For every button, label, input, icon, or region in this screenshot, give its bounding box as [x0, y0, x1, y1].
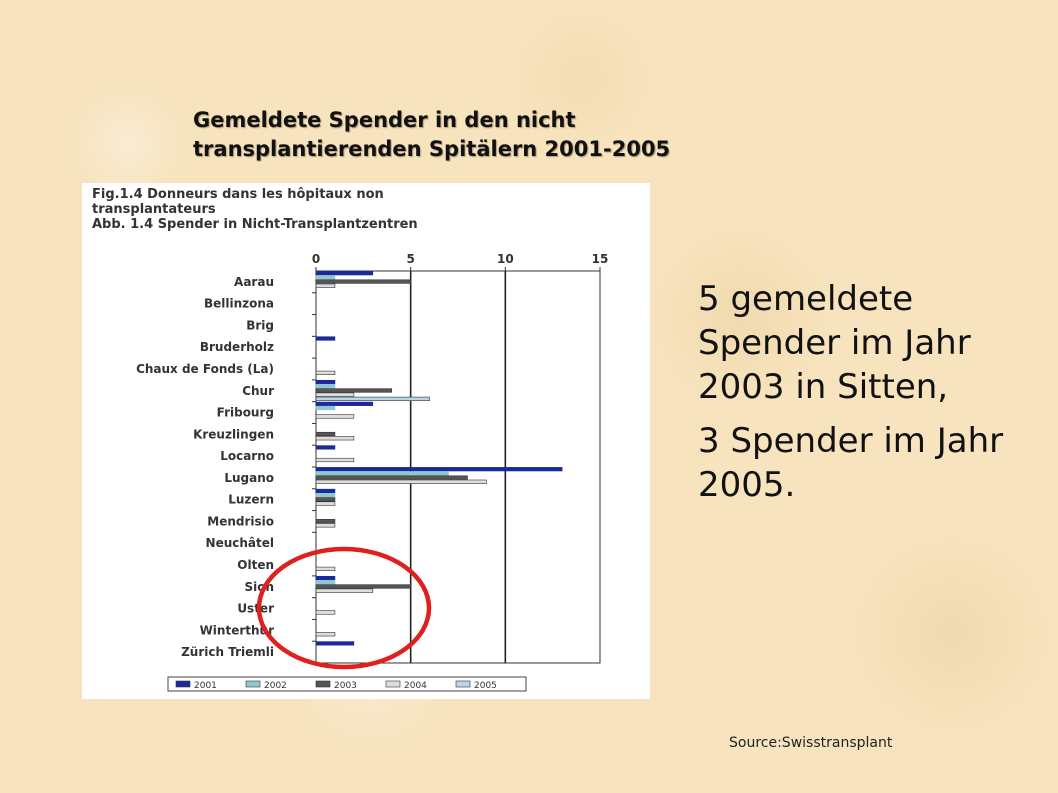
x-tick-label-15: 15: [591, 252, 609, 266]
legend-label-2005: 2005: [474, 681, 497, 691]
bar-9-series-2001: [316, 467, 562, 471]
bar-14-series-2004: [316, 589, 373, 593]
bar-5-series-2005: [316, 397, 430, 401]
legend-label-2003: 2003: [334, 681, 357, 691]
bar-8-series-2001: [316, 446, 335, 450]
bar-5-series-2003: [316, 389, 392, 393]
category-label-12: Neuchâtel: [205, 536, 274, 551]
callout-text: [698, 277, 1038, 517]
bar-15-series-2004: [316, 611, 335, 615]
bar-0-series-2001: [316, 271, 373, 275]
category-label-14: Sion: [244, 579, 274, 594]
bar-11-series-2003: [316, 519, 335, 523]
legend-label-2004: 2004: [404, 681, 427, 691]
x-tick-label-5: 5: [406, 252, 415, 266]
bar-10-series-2004: [316, 502, 335, 506]
legend-swatch-2001: [176, 681, 190, 687]
bar-3-series-2001: [316, 337, 335, 341]
category-label-17: Zürich Triemli: [181, 645, 274, 660]
category-label-9: Lugano: [224, 470, 274, 485]
bar-9-series-2003: [316, 476, 467, 480]
bar-7-series-2004: [316, 436, 354, 440]
bar-9-series-2002: [316, 472, 449, 476]
figure-caption-line-2: transplantateurs: [92, 202, 216, 217]
bar-9-series-2004: [316, 480, 486, 484]
bar-6-series-2004: [316, 415, 354, 419]
legend-swatch-2003: [316, 681, 330, 687]
bar-0-series-2003: [316, 280, 411, 284]
category-label-15: Uster: [237, 601, 274, 616]
category-label-2: Brig: [246, 318, 274, 333]
x-tick-label-10: 10: [496, 252, 514, 266]
legend-swatch-2005: [456, 681, 470, 687]
category-label-7: Kreuzlingen: [193, 427, 274, 442]
bar-7-series-2003: [316, 432, 335, 436]
legend-label-2001: 2001: [194, 681, 217, 691]
callout-paragraph-1: 5 gemeldete Spender im Jahr 2003 in Sitten,: [698, 279, 971, 407]
chart-panel: [82, 183, 650, 699]
plot-frame: [316, 271, 600, 663]
slide-title: [193, 106, 833, 164]
figure-caption-line-3: Abb. 1.4 Spender in Nicht-Transplantzentren: [92, 217, 418, 232]
category-label-0: Aarau: [234, 274, 274, 289]
highlight-circle: [259, 549, 429, 667]
bar-6-series-2002: [316, 406, 335, 410]
bar-10-series-2002: [316, 493, 335, 497]
bar-5-series-2002: [316, 384, 335, 388]
bar-13-series-2004: [316, 567, 335, 571]
bar-4-series-2004: [316, 371, 335, 375]
category-label-6: Fribourg: [216, 405, 274, 420]
category-label-4: Chaux de Fonds (La): [136, 362, 274, 376]
bar-chart: [82, 183, 650, 699]
category-label-1: Bellinzona: [203, 296, 274, 311]
bar-10-series-2001: [316, 489, 335, 493]
bar-16-series-2004: [316, 632, 335, 636]
bar-11-series-2004: [316, 524, 335, 528]
category-label-3: Bruderholz: [199, 340, 274, 355]
category-label-13: Olten: [237, 558, 274, 572]
bar-17-series-2001: [316, 642, 354, 646]
slide-title-line-1: Gemeldete Spender in den nicht: [193, 108, 576, 132]
bar-8-series-2004: [316, 458, 354, 462]
bar-0-series-2002: [316, 276, 335, 280]
source-note: Source:Swisstransplant: [729, 735, 893, 751]
x-tick-label-0: 0: [311, 252, 321, 266]
category-label-8: Locarno: [220, 449, 274, 464]
figure-caption-line-1: Fig.1.4 Donneurs dans les hôpitaux non: [92, 187, 384, 202]
category-label-16: Winterthur: [199, 623, 274, 638]
bar-14-series-2001: [316, 576, 335, 580]
bar-5-series-2004: [316, 393, 354, 397]
category-label-11: Mendrisio: [207, 514, 274, 529]
legend-label-2002: 2002: [264, 681, 287, 691]
bar-6-series-2001: [316, 402, 373, 406]
legend-swatch-2002: [246, 681, 260, 687]
bar-0-series-2004: [316, 284, 335, 288]
bar-14-series-2003: [316, 585, 411, 589]
slide-title-line-2: transplantierenden Spitälern 2001-2005: [193, 137, 671, 161]
legend-swatch-2004: [386, 681, 400, 687]
callout-paragraph-2: 3 Spender im Jahr 2005.: [698, 421, 1004, 505]
category-label-5: Chur: [242, 383, 274, 398]
category-label-10: Luzern: [228, 492, 274, 507]
bar-10-series-2003: [316, 498, 335, 502]
bar-14-series-2002: [316, 580, 335, 584]
bar-5-series-2001: [316, 380, 335, 384]
